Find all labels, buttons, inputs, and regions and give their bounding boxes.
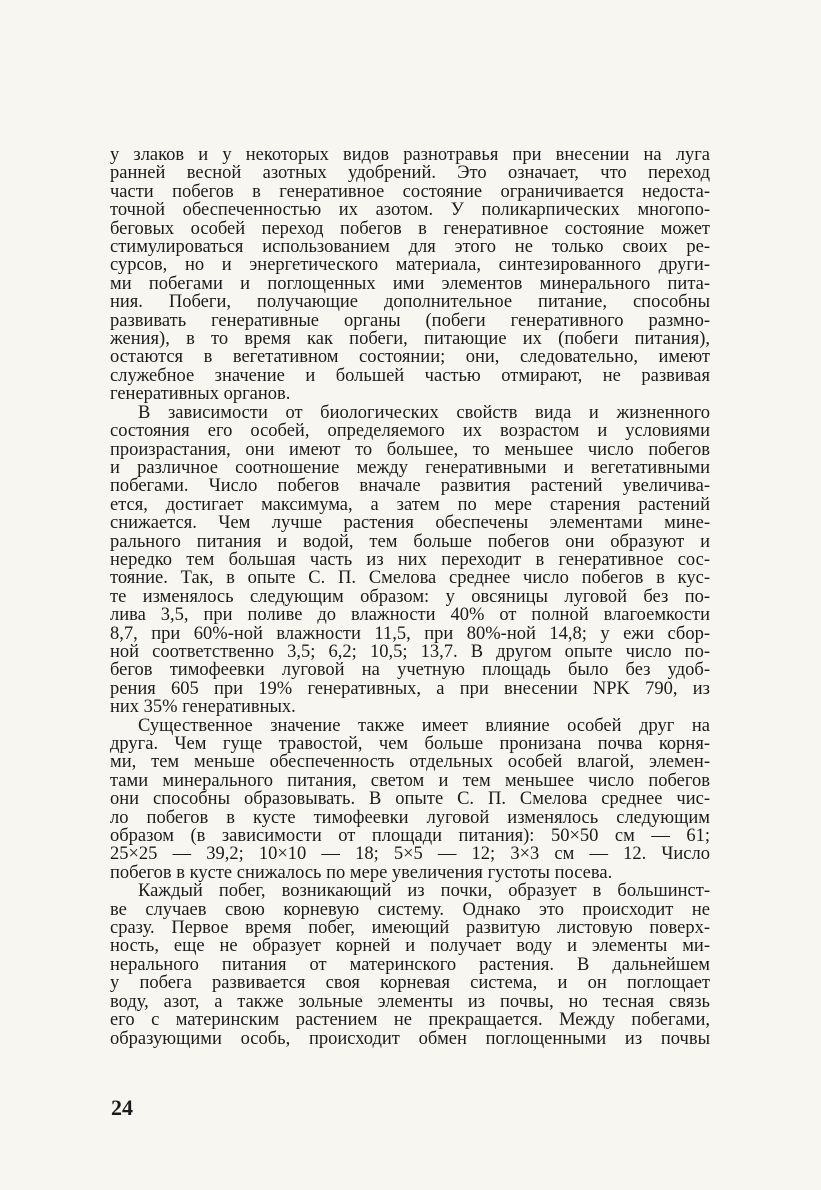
text-line: ной соответственно 3,5; 6,2; 10,5; 13,7. В другом опыте число по- <box>110 641 710 662</box>
text-line: нередко тем большая часть из них переходит в генеративное сос- <box>110 549 710 570</box>
text-line: ния. Побеги, получающие дополнительное питание, способны <box>110 292 710 313</box>
paragraph <box>110 404 710 717</box>
text-line: сразу. Первое время побег, имеющий развитую листовую поверх- <box>110 918 710 939</box>
text-line: сурсов, но и энергетического материала, синтезированного други- <box>110 255 710 276</box>
text-line: нерального питания от материнского растения. В дальнейшем <box>110 954 710 975</box>
text-line: служебное значение и большей частью отмирают, не развивая <box>110 365 710 386</box>
text-line: стимулироваться использованием для этого не только своих ре- <box>110 237 710 258</box>
text-line: ми побегами и поглощенных ими элементов минерального пита- <box>110 273 710 294</box>
text-line: развивать генеративные органы (побеги генеративного размно- <box>110 310 710 331</box>
text-line: В зависимости от биологических свойств вида и жизненного <box>138 402 710 423</box>
page-number: 24 <box>111 1095 133 1120</box>
text-line: ло побегов в кусте тимофеевки луговой изменялось следующим <box>110 807 710 828</box>
text-line: побегами. Число побегов вначале развития растений увеличива- <box>110 476 710 497</box>
text-line: у побега развивается своя корневая система, и он поглощает <box>110 973 710 994</box>
paragraph <box>110 146 710 404</box>
paragraph <box>110 717 710 883</box>
text-line: они способны образовывать. В опыте С. П. Смелова среднее чис- <box>110 789 710 810</box>
text-line: те изменялось следующим образом: у овсяницы луговой без по- <box>110 586 710 607</box>
text-line: у злаков и у некоторых видов разнотравья при внесении на луга <box>110 145 710 165</box>
text-line: тояние. Так, в опыте С. П. Смелова среднее число побегов в кус- <box>110 568 710 589</box>
text-line: беговых особей переход побегов в генеративное состояние может <box>110 218 710 239</box>
text-line: 25×25 — 39,2; 10×10 — 18; 5×5 — 12; 3×3 см — 12. Число <box>110 844 710 865</box>
text-line: точной обеспеченностью их азотом. У поликарпических многопо- <box>110 200 710 221</box>
text-line: части побегов в генеративное состояние ограничивается недоста- <box>110 181 710 202</box>
text-line: образующими особь, происходит обмен поглощенными из почвы <box>110 1028 710 1049</box>
text-line: рального питания и водой, тем больше побегов они образуют и <box>110 531 710 552</box>
text-line: Каждый побег, возникающий из почки, образует в большинст- <box>138 881 710 902</box>
text-line: 8,7, при 60%-ной влажности 11,5, при 80%-ной 14,8; у ежи сбор- <box>110 623 710 644</box>
text-line: жения), в то время как побеги, питающие их (побеги питания), <box>110 329 710 350</box>
text-line: образом (в зависимости от площади питания): 50×50 см — 61; <box>110 826 710 847</box>
text-line: остаются в вегетативном состоянии; они, следовательно, имеют <box>110 347 710 368</box>
text-line: генеративных органов. <box>110 384 291 405</box>
body-text <box>110 146 710 1048</box>
text-line: лива 3,5, при поливе до влажности 40% от полной влагоемкости <box>110 605 710 626</box>
text-line: тами минерального питания, светом и тем меньшее число побегов <box>110 770 710 791</box>
text-line: состояния его особей, определяемого их возрастом и условиями <box>110 421 710 442</box>
text-line: ется, достигает максимума, а затем по мере старения растений <box>110 494 710 515</box>
text-line: ми, тем меньше обеспеченность отдельных особей влагой, элемен- <box>110 752 710 773</box>
text-line: бегов тимофеевки луговой на учетную площадь было без удоб- <box>110 660 710 681</box>
text-line: произрастания, они имеют то большее, то меньшее число побегов <box>110 439 710 460</box>
text-line: воду, азот, а также зольные элементы из почвы, но тесная связь <box>110 991 710 1012</box>
text-line: них 35% генеративных. <box>110 697 296 718</box>
text-line: рения 605 при 19% генеративных, а при внесении NPK 790, из <box>110 678 710 699</box>
text-line: ность, еще не образует корней и получает воду и элементы ми- <box>110 936 710 957</box>
text-line: снижается. Чем лучше растения обеспечены элементами мине- <box>110 513 710 534</box>
text-line: и различное соотношение между генеративными и вегетативными <box>110 457 710 478</box>
text-line: друга. Чем гуще травостой, чем больше пронизана почва корня- <box>110 734 710 754</box>
paragraph <box>110 882 710 1048</box>
text-line: побегов в кусте снижалось по мере увеличения густоты посева. <box>110 862 613 883</box>
text-line: ве случаев свою корневую систему. Однако это происходит не <box>110 899 710 920</box>
text-line: его с материнским растением не прекращается. Между побегами, <box>110 1010 710 1031</box>
text-line: Существенное значение также имеет влияние особей друг на <box>138 715 710 736</box>
text-line: ранней весной азотных удобрений. Это означает, что переход <box>110 163 710 184</box>
